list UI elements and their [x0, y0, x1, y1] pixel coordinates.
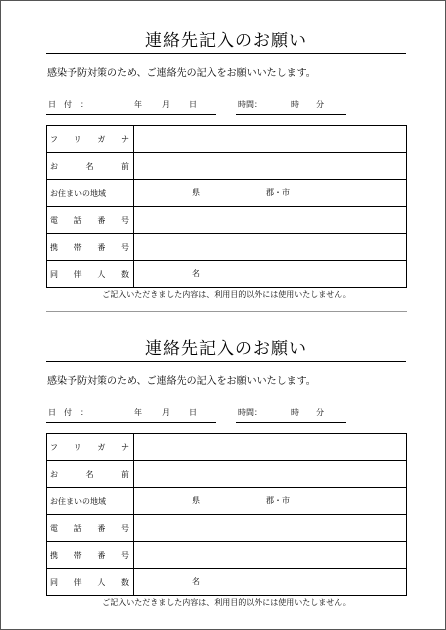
month-label: 月: [162, 408, 170, 417]
form-title: 連絡先記入のお願い: [145, 339, 307, 359]
title-underline: [46, 53, 406, 54]
table-row: [47, 207, 407, 234]
table-row: [47, 261, 407, 288]
form-title: 連絡先記入のお願い: [145, 31, 307, 51]
mobile-label: 携 帯 番 号: [47, 542, 134, 569]
furigana-label: フ リ ガ ナ: [47, 434, 134, 461]
date-field[interactable]: [46, 406, 216, 423]
mobile-input[interactable]: [134, 234, 407, 261]
contact-form-bottom: [0, 308, 446, 607]
mobile-label: 携 帯 番 号: [47, 234, 134, 261]
table-row: [47, 434, 407, 461]
table-row: [47, 542, 407, 569]
address-input[interactable]: [134, 180, 407, 207]
name-label: お 名 前: [47, 153, 134, 180]
persons-unit: 名: [192, 577, 200, 586]
time-label: 時間：: [238, 100, 262, 109]
city-label: 郡・市: [266, 496, 290, 505]
contact-table: [46, 125, 407, 288]
name-input[interactable]: [134, 461, 407, 488]
companions-label: 同 伴 人 数: [47, 261, 134, 288]
time-label: 時間：: [238, 408, 262, 417]
address-label: お住まいの地域: [47, 180, 134, 207]
time-field[interactable]: [236, 406, 346, 423]
persons-unit: 名: [192, 269, 200, 278]
table-row: [47, 515, 407, 542]
contact-form-top: [0, 0, 446, 299]
table-row: [47, 234, 407, 261]
companions-input[interactable]: [134, 261, 407, 288]
intro-text: 感染予防対策のため、ご連絡先の記入をお願いいたします。: [47, 68, 316, 79]
table-row: [47, 488, 407, 515]
phone-label: 電 話 番 号: [47, 515, 134, 542]
name-input[interactable]: [134, 153, 407, 180]
month-label: 月: [162, 100, 170, 109]
date-label: 日 付 ：: [48, 408, 88, 417]
minute-label: 分: [316, 408, 324, 417]
furigana-label: フ リ ガ ナ: [47, 126, 134, 153]
date-field[interactable]: [46, 98, 216, 115]
hour-label: 時: [291, 100, 299, 109]
furigana-input[interactable]: [134, 126, 407, 153]
table-row: [47, 126, 407, 153]
privacy-note: ご記入いただきました内容は、利用目的以外には使用いたしません。: [102, 598, 351, 607]
table-row: [47, 180, 407, 207]
day-label: 日: [189, 408, 197, 417]
year-label: 年: [134, 100, 142, 109]
companions-input[interactable]: [134, 569, 407, 596]
name-label: お 名 前: [47, 461, 134, 488]
prefecture-label: 県: [192, 188, 200, 197]
furigana-input[interactable]: [134, 434, 407, 461]
minute-label: 分: [316, 100, 324, 109]
date-label: 日 付 ：: [48, 100, 88, 109]
address-label: お住まいの地域: [47, 488, 134, 515]
table-row: [47, 153, 407, 180]
intro-text: 感染予防対策のため、ご連絡先の記入をお願いいたします。: [47, 376, 316, 387]
phone-input[interactable]: [134, 207, 407, 234]
privacy-note: ご記入いただきました内容は、利用目的以外には使用いたしません。: [102, 290, 351, 299]
table-row: [47, 461, 407, 488]
phone-label: 電 話 番 号: [47, 207, 134, 234]
phone-input[interactable]: [134, 515, 407, 542]
table-row: [47, 569, 407, 596]
hour-label: 時: [291, 408, 299, 417]
year-label: 年: [134, 408, 142, 417]
mobile-input[interactable]: [134, 542, 407, 569]
contact-table: [46, 433, 407, 596]
prefecture-label: 県: [192, 496, 200, 505]
title-underline: [46, 361, 406, 362]
city-label: 郡・市: [266, 188, 290, 197]
time-field[interactable]: [236, 98, 346, 115]
day-label: 日: [189, 100, 197, 109]
companions-label: 同 伴 人 数: [47, 569, 134, 596]
address-input[interactable]: [134, 488, 407, 515]
